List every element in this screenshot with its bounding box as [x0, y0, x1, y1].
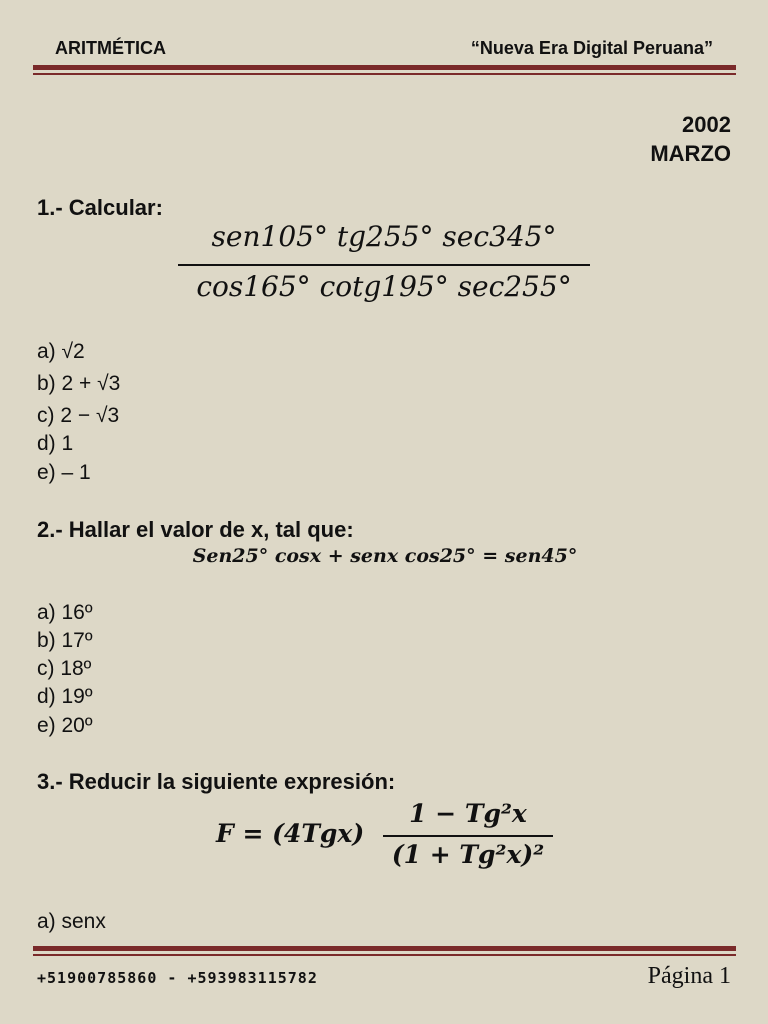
footer-phones: +51900785860 - +593983115782: [37, 969, 318, 987]
header-publisher: “Nueva Era Digital Peruana”: [470, 38, 713, 58]
question-1-option-d: d) 1: [37, 432, 74, 455]
question-1-denominator: cos165° cotg195° sec255°: [196, 270, 572, 303]
question-3-numerator: 1 − Tg²x: [409, 799, 527, 828]
question-3-option-a: a) senx: [37, 910, 106, 933]
question-2-option-e: e) 20º: [37, 714, 93, 737]
question-1-numerator: sen105° tg255° sec345°: [211, 220, 557, 253]
footer-rule-thick: [33, 946, 736, 951]
year: 2002: [682, 112, 731, 137]
question-1-fraction-bar: [178, 264, 590, 266]
header-rule-thick: [33, 65, 736, 70]
question-2-option-c: c) 18º: [37, 657, 92, 680]
question-2-title: 2.- Hallar el valor de x, tal que:: [37, 517, 354, 542]
question-2-equation: Sen25° cosx + senx cos25° = sen45°: [192, 545, 578, 567]
question-2-option-d: d) 19º: [37, 685, 93, 708]
question-1-option-e: e) – 1: [37, 461, 91, 484]
question-3-denominator: (1 + Tg²x)²: [391, 840, 545, 869]
page-number: Página 1: [647, 963, 731, 989]
question-1-title: 1.- Calcular:: [37, 195, 163, 220]
question-1-option-c: c) 2 − √3: [37, 404, 120, 427]
header-rule-thin: [33, 73, 736, 75]
header-subject: ARITMÉTICA: [55, 38, 166, 58]
question-1-option-b: b) 2 + √3: [37, 372, 121, 395]
question-3-lhs: F = (4Tgx): [216, 819, 365, 848]
question-3-fraction-bar: [383, 835, 553, 837]
question-3-title: 3.- Reducir la siguiente expresión:: [37, 769, 396, 794]
question-2-option-a: a) 16º: [37, 601, 93, 624]
question-2-option-b: b) 17º: [37, 629, 93, 652]
question-1-option-a: a) √2: [37, 340, 85, 363]
month: MARZO: [650, 141, 731, 166]
footer-rule-thin: [33, 954, 736, 956]
